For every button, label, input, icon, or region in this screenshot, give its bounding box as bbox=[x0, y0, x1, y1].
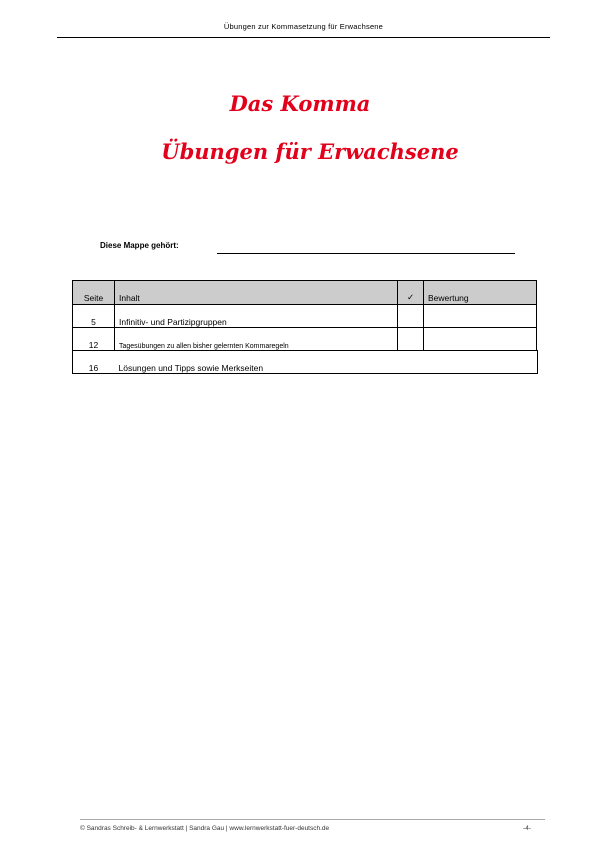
page-footer bbox=[80, 819, 545, 832]
page-number: -4- bbox=[523, 825, 531, 832]
row-page: 12 bbox=[73, 328, 115, 351]
title-block bbox=[0, 88, 600, 168]
row-grade-cell[interactable] bbox=[424, 305, 537, 328]
header-grade: Bewertung bbox=[424, 281, 537, 305]
header-page: Seite bbox=[73, 281, 115, 305]
page-subtitle: Übungen für Erwachsene bbox=[161, 139, 459, 164]
table-header-row bbox=[73, 281, 537, 305]
row-content: Lösungen und Tipps sowie Merkseiten bbox=[118, 363, 264, 373]
header-check: ✓ bbox=[398, 281, 424, 305]
page-title: Das Komma bbox=[229, 91, 371, 116]
owner-label: Diese Mappe gehört: bbox=[100, 241, 179, 250]
footer-copyright: © Sandras Schreib- & Lernwerkstatt | Sandra Gau | www.lernwerkstatt-fuer-deutsch.de bbox=[80, 825, 330, 832]
owner-name-line[interactable] bbox=[217, 253, 515, 254]
table-row bbox=[73, 351, 537, 374]
table-row bbox=[73, 305, 537, 328]
row-grade-cell[interactable] bbox=[424, 328, 537, 351]
row-content: Tagesübungen zu allen bisher gelernten Kommaregeln bbox=[115, 328, 398, 351]
header-content: Inhalt bbox=[115, 281, 398, 305]
row-check-box[interactable] bbox=[398, 305, 424, 328]
page-header: Übungen zur Kommasetzung für Erwachsene bbox=[57, 22, 550, 38]
row-page: 5 bbox=[73, 305, 115, 328]
contents-table bbox=[72, 280, 537, 373]
table-row bbox=[73, 328, 537, 351]
row-content: Infinitiv- und Partizipgruppen bbox=[115, 305, 398, 328]
row-check-box[interactable] bbox=[398, 328, 424, 351]
row-page: 16 bbox=[88, 363, 99, 373]
